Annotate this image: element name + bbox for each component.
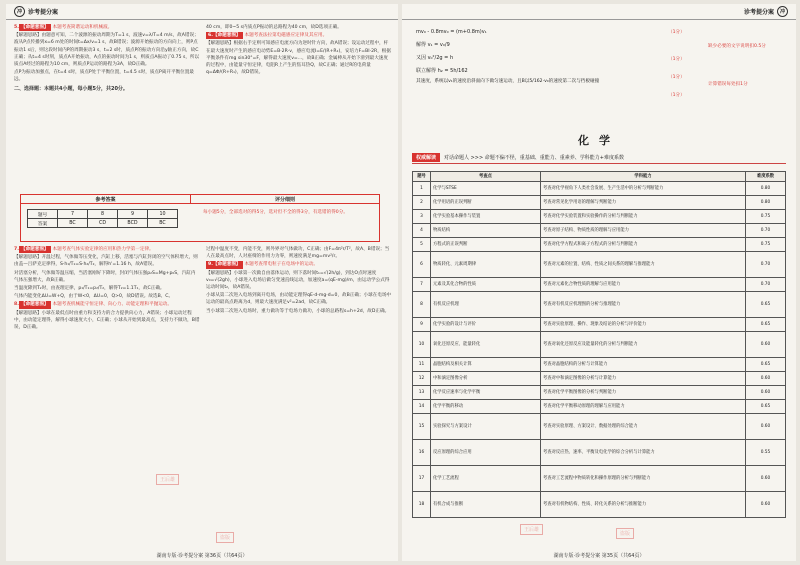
- table-cell: 17: [413, 466, 431, 492]
- table-cell: CD: [88, 219, 118, 228]
- table-cell: 18: [413, 492, 431, 518]
- q5-line: 点P为振动加强点，在t=4 s时，质点P处于平衡位置，t=4.5 s时，质点P离开平衡位置最远。: [14, 70, 194, 83]
- table-cell: 0.60: [746, 332, 786, 358]
- table-cell: 0.75: [746, 210, 786, 224]
- q9-line: 小球从第二次进入电场到离开电场，由动能定理得qE·d-mg·d=0，故B正确；小球在电场中运动的最高点距离为d，则最大速度满足v²=2ad，故C正确。: [206, 293, 392, 306]
- table-cell: BCD: [118, 219, 148, 228]
- table-cell: 化学工艺流程: [431, 466, 541, 492]
- table-cell: 化学反应速率与化学平衡: [431, 386, 541, 400]
- table-cell: 考查对有机物结构、性质、转化关系的分析与推断能力: [541, 492, 746, 518]
- table-cell: 7: [58, 210, 88, 219]
- table-cell: 0.70: [746, 278, 786, 292]
- table-row: [413, 400, 786, 414]
- left-column-2: [206, 24, 392, 77]
- intent-tag: 9.【命题意图】: [208, 262, 241, 268]
- table-cell: 0.65: [746, 400, 786, 414]
- table-cell: 考查对原子结构、物质性质的理解与应用能力: [541, 224, 746, 238]
- formula-line: mv₀ - 0.8mv₀ = (m+0.8m)v₁: [416, 29, 487, 35]
- table-cell: 8: [88, 210, 118, 219]
- table-cell: 11: [413, 358, 431, 372]
- table-row: [413, 466, 786, 492]
- table-cell: 晶胞结构及相关计算: [431, 358, 541, 372]
- table-cell: 化学与STSE: [431, 182, 541, 196]
- table-cell: 6: [413, 252, 431, 278]
- col-header: 难度系数: [746, 172, 786, 182]
- col-header: 题号: [413, 172, 431, 182]
- table-cell: 考查对实验原理、操作、现象及结论的分析与评价能力: [541, 318, 746, 332]
- table-cell: 0.75: [746, 238, 786, 252]
- page-footer: 湖南专版·诊考提分案 第35页（共64页）: [553, 553, 645, 559]
- table-cell: 考查对实验原理、方案设计、数据处理的综合能力: [541, 414, 746, 440]
- score-header: 评分细则: [274, 196, 295, 203]
- table-cell: 0.65: [746, 292, 786, 318]
- q9-line: 当小球第二次进入电场时，重力做功等于电场力做功，小球的总路程s=h+2d，故D正确。: [206, 308, 390, 314]
- table-row: [413, 182, 786, 196]
- points-label: （1分）: [668, 75, 685, 80]
- table-row: [413, 492, 786, 518]
- watermark-stamp: 王后雄: [156, 474, 179, 485]
- points-label: （1分）: [668, 57, 685, 62]
- answer-header: 参考答案: [21, 195, 191, 203]
- q9-line: 【解题思路】小球第一次做自由落体运动，则下落时间t₁=√(2h/g)，到达O点时速度v₀=√(2gh)，小球进入电场后做匀变速直线运动，加速度a=(qE-mg)/m，由运动学公式得运动时间t₂，故A错误。: [206, 270, 390, 291]
- table-cell: 0.65: [746, 318, 786, 332]
- table-cell: 考查对元素的位置、结构、性质之间关系的理解与推理能力: [541, 252, 746, 278]
- q8-line: 【解题思路】小球在最低点时由重力和支持力的合力提供向心力，A错误；小球运动过程中，由动能定理得，解得小球速度大小，C正确；小球从开始到最高点，支持力不做功，B错误，D正确。: [14, 310, 200, 331]
- table-row: [413, 440, 786, 466]
- table-cell: 12: [413, 372, 431, 386]
- q6-intent: 本题考查法拉第电磁感应定律及其应用。: [244, 33, 328, 39]
- banner-text: 对话命题人 >>> 命题不偏不怪，重基础、重能力、重素养、学科能力+难度系数: [444, 155, 624, 161]
- table-cell: 考查对工艺流程中物质转化和操作原理的分析与判断能力: [541, 466, 746, 492]
- table-cell: 0.60: [746, 466, 786, 492]
- formula-line: 解得 v₁ = v₀/9: [416, 42, 450, 48]
- text-line: 过程中温度不变，内能不变，则外界对气体做功，C正确；由F=4π²r/T²，故A、B错误；当人在最高点时，人对座椅的作用力为零，则速度满足mg=mv²/r。: [206, 247, 390, 260]
- table-cell: 化学实验基本操作与装置: [431, 210, 541, 224]
- table-cell: 0.55: [746, 440, 786, 466]
- table-cell: 考查对化学实验装置和实验操作的分析与判断能力: [541, 210, 746, 224]
- table-header-row: [413, 172, 786, 182]
- table-row: [28, 219, 178, 228]
- table-cell: 0.80: [746, 196, 786, 210]
- table-cell: 9: [413, 318, 431, 332]
- table-cell: 反应原理的综合应用: [431, 440, 541, 466]
- col-header: 学科能力: [541, 172, 746, 182]
- brand-logo-icon: 冲: [14, 6, 25, 17]
- table-row: [28, 210, 178, 219]
- formula-line: 其速度，系统以v₁的速度沿斜面向下做匀速运动，且B以5/162·v₀的速度第二次与挡板碰撞: [416, 79, 600, 84]
- table-body: [413, 182, 786, 518]
- table-cell: 考查对元素化合物性质的理解与应用能力: [541, 278, 746, 292]
- col-header: 考查点: [431, 172, 541, 182]
- table-cell: 考查对氧化还原反应及能量转化的分析与判断能力: [541, 332, 746, 358]
- table-cell: 4: [413, 224, 431, 238]
- table-cell: 有机合成与推断: [431, 492, 541, 518]
- table-row: [413, 372, 786, 386]
- header-title: 诊考提分案: [743, 9, 774, 16]
- intent-tag: 【命题意图】: [20, 302, 49, 308]
- table-cell: 0.60: [746, 414, 786, 440]
- table-row: [413, 318, 786, 332]
- table-cell: 考查对化学平衡图像的分析与判断能力: [541, 386, 746, 400]
- right-header: [402, 4, 796, 20]
- watermark-stamp: 盗版: [216, 532, 234, 543]
- page-footer: 湖南专版·诊考提分案 第36页（共64页）: [156, 553, 248, 559]
- q7-line: 对活塞分析，气体做等温压缩，当活塞刚好下降时，封闭气体压强p₂S=Mg+p₀S，汽缸内气体压强增大，故B正确。: [14, 270, 196, 283]
- table-row: [413, 292, 786, 318]
- left-column-1-lower: 7. 【命题意图】 本题考查气体实验定律的应用和热力学第一定律。 【解题思路】开温过程，气体做等压变化，汽缸上移，活塞与汽缸封闭的空气体积增大，则由盖—吕萨克定律得，S·h₁/T₁=S·h₂/T₂，解得h'=1.16 h，故A错误。 对活塞分析，气体做等温压缩，当活塞刚好下降时，封闭气体压强p₂S=Mg+p₀S，汽缸内气体压强增大，故B正确。 当温度降到T₂时，由查理定律，p₁/T₁=p₂/T₂，解得T₂=1.1T₁，故C正确。 气体内能变化ΔU=W+Q，由于W<0，ΔU=0，Q>0，故D错误。故选B、C。 8. 【命题意图】 本题考查机械能守恒定律、向心力、动能定理和平抛运动。 【解题思路】小球在最低点时由重力和支持力的合力提供向心力，A错误；小球运动过程中，由动能定理得，解得小球速度大小，C正确；小球从开始到最高点，支持力不做功，B错误，D正确。: [14, 247, 200, 331]
- table-cell: 化学平衡的移动: [431, 400, 541, 414]
- table-row: [413, 210, 786, 224]
- grading-note: 缺少必要的文字说明扣0.5分: [708, 44, 766, 49]
- q7-line: 气体内能变化ΔU=W+Q，由于W<0，ΔU=0，Q>0，故D错误。故选B、C。: [14, 294, 174, 300]
- table-cell: 3: [413, 210, 431, 224]
- points-label: （1分）: [668, 93, 685, 98]
- section-heading: 二、选择题：本题共4小题，每小题5分，共20分。: [14, 85, 128, 92]
- table-cell: 0.70: [746, 224, 786, 238]
- watermark-stamp: 王后雄: [520, 524, 543, 535]
- section-title: 化学: [578, 134, 620, 147]
- intent-tag: 【命题意图】: [20, 247, 49, 252]
- table-row: [413, 252, 786, 278]
- table-cell: 考查对反应热、速率、平衡及电化学的综合分析与计算能力: [541, 440, 746, 466]
- q8-intent: 本题考查机械能守恒定律、向心力、动能定理和平抛运动。: [52, 302, 172, 308]
- score-note: 每小题5分，全部选对的得5分，选对但不全的得3分，有选错的得0分。: [203, 210, 348, 215]
- table-cell: 0.65: [746, 358, 786, 372]
- table-cell: 考查对中和滴定图像的分析与计算能力: [541, 372, 746, 386]
- table-cell: 考查对化学方程式和离子方程式的分析与判断能力: [541, 238, 746, 252]
- table-cell: 有机反应机理: [431, 292, 541, 318]
- table-cell: 题号: [28, 210, 58, 219]
- chem-analysis-table: [412, 171, 786, 518]
- table-cell: 考查对有机反应机理图的分析与推理能力: [541, 292, 746, 318]
- table-cell: 考查对常见化学用语的理解与判断能力: [541, 196, 746, 210]
- table-cell: 13: [413, 386, 431, 400]
- left-column-1: 5. 【命题意图】 本题考查简谐运动和机械波。 【解题思路】由题意可知，二个波源的振动周期为T=1 s，波速v=λ/T=4 m/s，故A错误；波从P点传播到x=6 m处的时间t=Δx/v=1 s，故B错误；波源开始振动的方向向上，则P点振动1 s后，则这段时间内P的周期振动3 s，t=2 s时，质点P的振动方向沿y轴正方向，故C正确；从t=4 s时刻，质点A开始振动，A点的振动时间为1 s，则质点A振动了0.75 s，所以质点A经过的路程为10 cm，则质点P运动的路程为3A，故D正确。 点P为振动加强点，在t=4 s时，质点P处于平衡位置，t=4.5 s时，质点P离开平衡位置最远。 二、选择题：本题共4小题，每小题5分，共20分。: [14, 25, 200, 92]
- table-cell: 物质转化、元素周期律: [431, 252, 541, 278]
- answer-table: [27, 209, 178, 228]
- table-cell: 答案: [28, 219, 58, 228]
- table-cell: 中和滴定图像分析: [431, 372, 541, 386]
- grading-note: 计算错误每处扣1分: [708, 82, 748, 87]
- table-cell: 9: [118, 210, 148, 219]
- chem-banner: [412, 152, 786, 164]
- intent-tag: 6.【命题意图】: [208, 33, 241, 39]
- formula-line: 又因 v₀²/2g = h: [416, 55, 454, 61]
- banner-tag: 权威解读: [412, 153, 440, 162]
- table-cell: 方程式的正误判断: [431, 238, 541, 252]
- table-cell: BC: [148, 219, 178, 228]
- table-cell: 0.60: [746, 386, 786, 400]
- table-cell: 元素及其化合物的性质: [431, 278, 541, 292]
- table-cell: 化学用语的正误判断: [431, 196, 541, 210]
- q7-line: 【解题思路】开温过程，气体做等压变化，汽缸上移，活塞与汽缸封闭的空气体积增大，则由盖—吕萨克定律得，S·h₁/T₁=S·h₂/T₂，解得h'=1.16 h，故A错误。: [14, 255, 198, 268]
- table-cell: 2: [413, 196, 431, 210]
- table-cell: 0.60: [746, 372, 786, 386]
- table-cell: 16: [413, 440, 431, 466]
- left-header: [6, 4, 398, 20]
- table-cell: 14: [413, 400, 431, 414]
- text-line: 40 cm，即0~5 s内质点P振动的总路程为40 cm，故D选项正确。: [206, 25, 342, 30]
- table-cell: 10: [413, 332, 431, 358]
- table-cell: 物质结构: [431, 224, 541, 238]
- table-cell: 7: [413, 278, 431, 292]
- table-cell: 1: [413, 182, 431, 196]
- q5-intent: 本题考查简谐运动和机械波。: [52, 25, 113, 30]
- q5-line: 【解题思路】由题意可知，二个波源的振动周期为T=1 s，波速v=λ/T=4 m/s，故A错误；波从P点传播到x=6 m处的时间t=Δx/v=1 s，故B错误；波源开始振动的方向向上，则P点振动1 s后，则这段时间内P的周期振动3 s，t=2 s时，质点P的振动方向沿y轴正方向，故C正确；从t=4 s时刻，质点A开始振动，A点的振动时间为1 s，则质点A振动了0.75 s，所以质点A经过的路程为10 cm，则质点P运动的路程为3A，故D正确。: [14, 33, 200, 68]
- q6-line: 【解题思路】根据右手定则可知感应电流方向为逆时针方向，故A错误；设运动过程中，杆在最大速度时产生的感应电动势E=B·2R·v，感应电流I=E/(R+R₁)，安培力F=BI·2R，根据平衡条件有mg sin30°=F，解得最大速度v=...，故B正确；金属棒从开始下滑到最大速度的过程中，由能量守恒定律，电阻R上产生的焦耳热Q，故C正确；通过R的电荷量q=ΔΦ/(R+R₁)，故D错误。: [206, 41, 391, 76]
- formula-line: 联立解得 h₂ = 5h/162: [416, 68, 468, 74]
- table-row: [413, 358, 786, 372]
- left-page: [6, 4, 398, 561]
- formula-block: [416, 26, 756, 86]
- table-cell: 0.80: [746, 182, 786, 196]
- answer-box: [20, 194, 380, 242]
- left-column-2-lower: [206, 246, 392, 316]
- table-cell: 化学实验的设计与评价: [431, 318, 541, 332]
- table-cell: 0.70: [746, 252, 786, 278]
- table-cell: 考查对化学视角下人类社会发展、生产生活中的分析与判断能力: [541, 182, 746, 196]
- table-row: [413, 196, 786, 210]
- table-cell: 15: [413, 414, 431, 440]
- watermark-stamp: 盗版: [616, 528, 634, 539]
- q7-intent: 本题考查气体实验定律的应用和热力学第一定律。: [52, 247, 154, 252]
- table-cell: 实验探究与方案设计: [431, 414, 541, 440]
- table-cell: 5: [413, 238, 431, 252]
- header-title: 诊考提分案: [28, 9, 59, 16]
- table-cell: 10: [148, 210, 178, 219]
- table-row: [413, 332, 786, 358]
- table-cell: BC: [58, 219, 88, 228]
- table-cell: 8: [413, 292, 431, 318]
- table-row: [413, 278, 786, 292]
- table-row: [413, 386, 786, 400]
- table-row: [413, 414, 786, 440]
- q7-line: 当温度降到T₂时，由查理定律，p₁/T₁=p₂/T₂，解得T₂=1.1T₁，故C正确。: [14, 286, 165, 292]
- table-row: [413, 238, 786, 252]
- brand-logo-icon: 冲: [777, 6, 788, 17]
- table-row: [413, 224, 786, 238]
- right-page: [402, 4, 796, 561]
- points-label: （1分）: [668, 30, 685, 35]
- table-cell: 考查对晶胞结构的分析与计算能力: [541, 358, 746, 372]
- table-cell: 考查对化学平衡移动原理的理解与应用能力: [541, 400, 746, 414]
- intent-tag: 【命题意图】: [20, 25, 49, 30]
- table-cell: 0.60: [746, 492, 786, 518]
- q9-intent: 本题考查带电粒子在电场中的运动。: [244, 262, 319, 268]
- table-cell: 氧化还原反应、能量转化: [431, 332, 541, 358]
